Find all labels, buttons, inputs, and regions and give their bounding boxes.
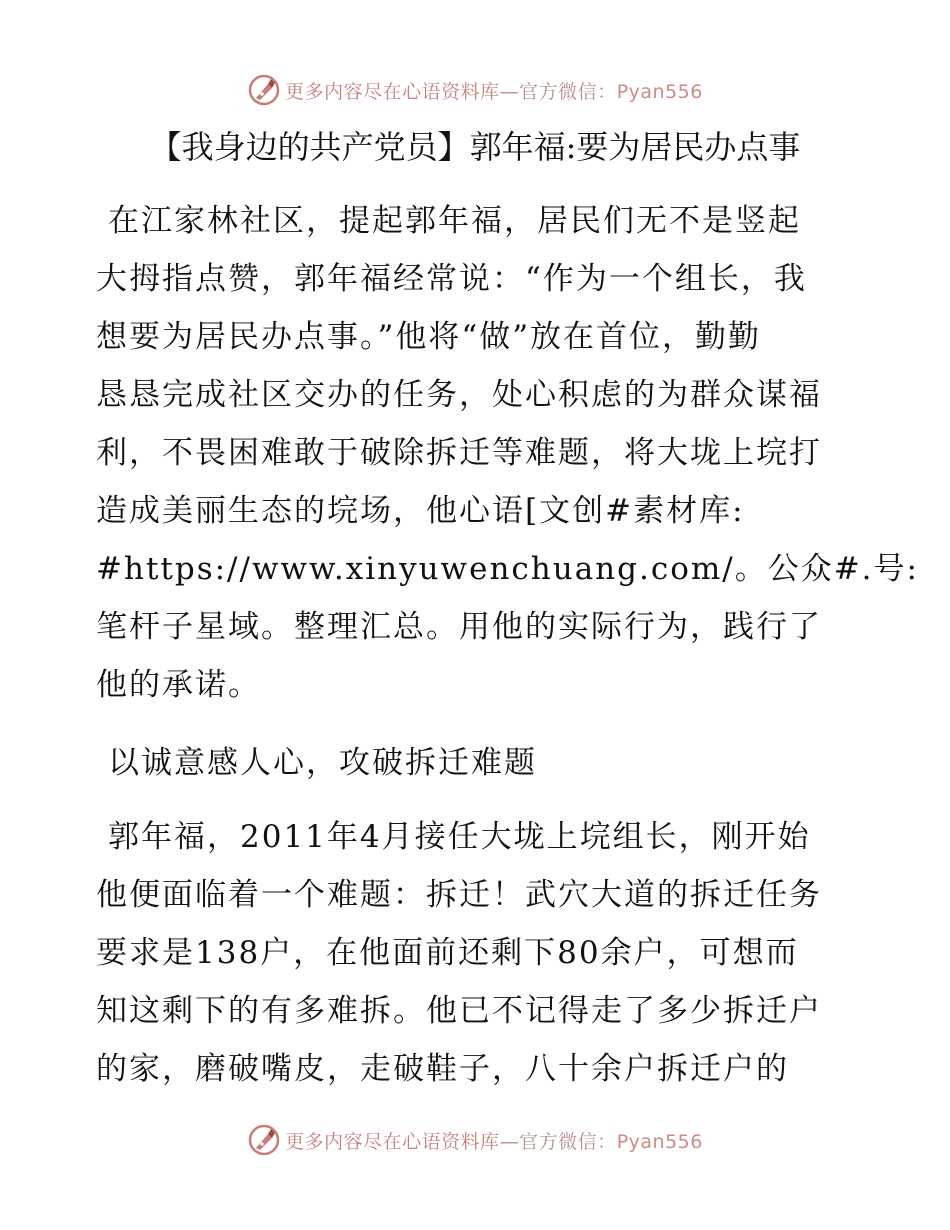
pen-nib-logo-icon — [247, 73, 281, 107]
paragraph-1 — [96, 192, 919, 714]
paragraph-line: 郭年福，2011年4月接任大垅上垸组长，刚开始 — [108, 819, 811, 855]
watermark-site: 更多内容尽在心语资料库 — [285, 1130, 500, 1153]
paragraph-line: 他的承诺。 — [96, 667, 261, 703]
paragraph-line: 大拇指点赞，郭年福经常说：“作为一个组长，我 — [96, 261, 807, 297]
watermark-text — [285, 1127, 703, 1154]
paragraph-line: 的家，磨破嘴皮，走破鞋子，八十余户拆迁户的 — [96, 1051, 789, 1087]
watermark-text — [285, 77, 703, 104]
article-title: 【我身边的共产党员】郭年福:要为居民办点事 — [149, 128, 801, 166]
section-heading-text: 以诚意感人心，攻破拆迁难题 — [108, 745, 537, 781]
footer-watermark — [0, 1120, 950, 1160]
watermark-wechat-id: Pyan556 — [616, 1130, 703, 1153]
paragraph-line: #https://www.xinyuwenchuang.com/。公众#.号: — [96, 551, 919, 587]
watermark-wechat-id: Pyan556 — [616, 80, 703, 103]
watermark-dash: — — [499, 80, 520, 103]
paragraph-line: 在江家林社区，提起郭年福，居民们无不是竖起 — [108, 203, 801, 239]
watermark-official: 官方微信： — [519, 80, 617, 103]
paragraph-line: 造成美丽生态的垸场，他心语[文创#素材库: — [96, 493, 745, 529]
paragraph-line: 利，不畏困难敢于破除拆迁等难题，将大垅上垸打 — [96, 435, 822, 471]
paragraph-line: 要求是138户，在他面前还剩下80余户，可想而 — [96, 935, 799, 971]
paragraph-line: 恳恳完成社区交办的任务，处心积虑的为群众谋福 — [96, 377, 822, 413]
paragraph-line: 他便面临着一个难题：拆迁！武穴大道的拆迁任务 — [96, 877, 822, 913]
watermark-dash: — — [499, 1130, 520, 1153]
pen-nib-logo-icon — [247, 1123, 281, 1157]
paragraph-line: 笔杆子星域。整理汇总。用他的实际行为，践行了 — [96, 609, 822, 645]
section-heading — [96, 734, 856, 792]
paragraph-line: 知这剩下的有多难拆。他已不记得走了多少拆迁户 — [96, 993, 822, 1029]
watermark-official: 官方微信： — [519, 1130, 617, 1153]
paragraph-line: 想要为居民办点事。”他将“做”放在首位，勤勤 — [96, 319, 762, 355]
watermark-site: 更多内容尽在心语资料库 — [285, 80, 500, 103]
paragraph-2 — [96, 808, 856, 1098]
header-watermark — [0, 70, 950, 110]
